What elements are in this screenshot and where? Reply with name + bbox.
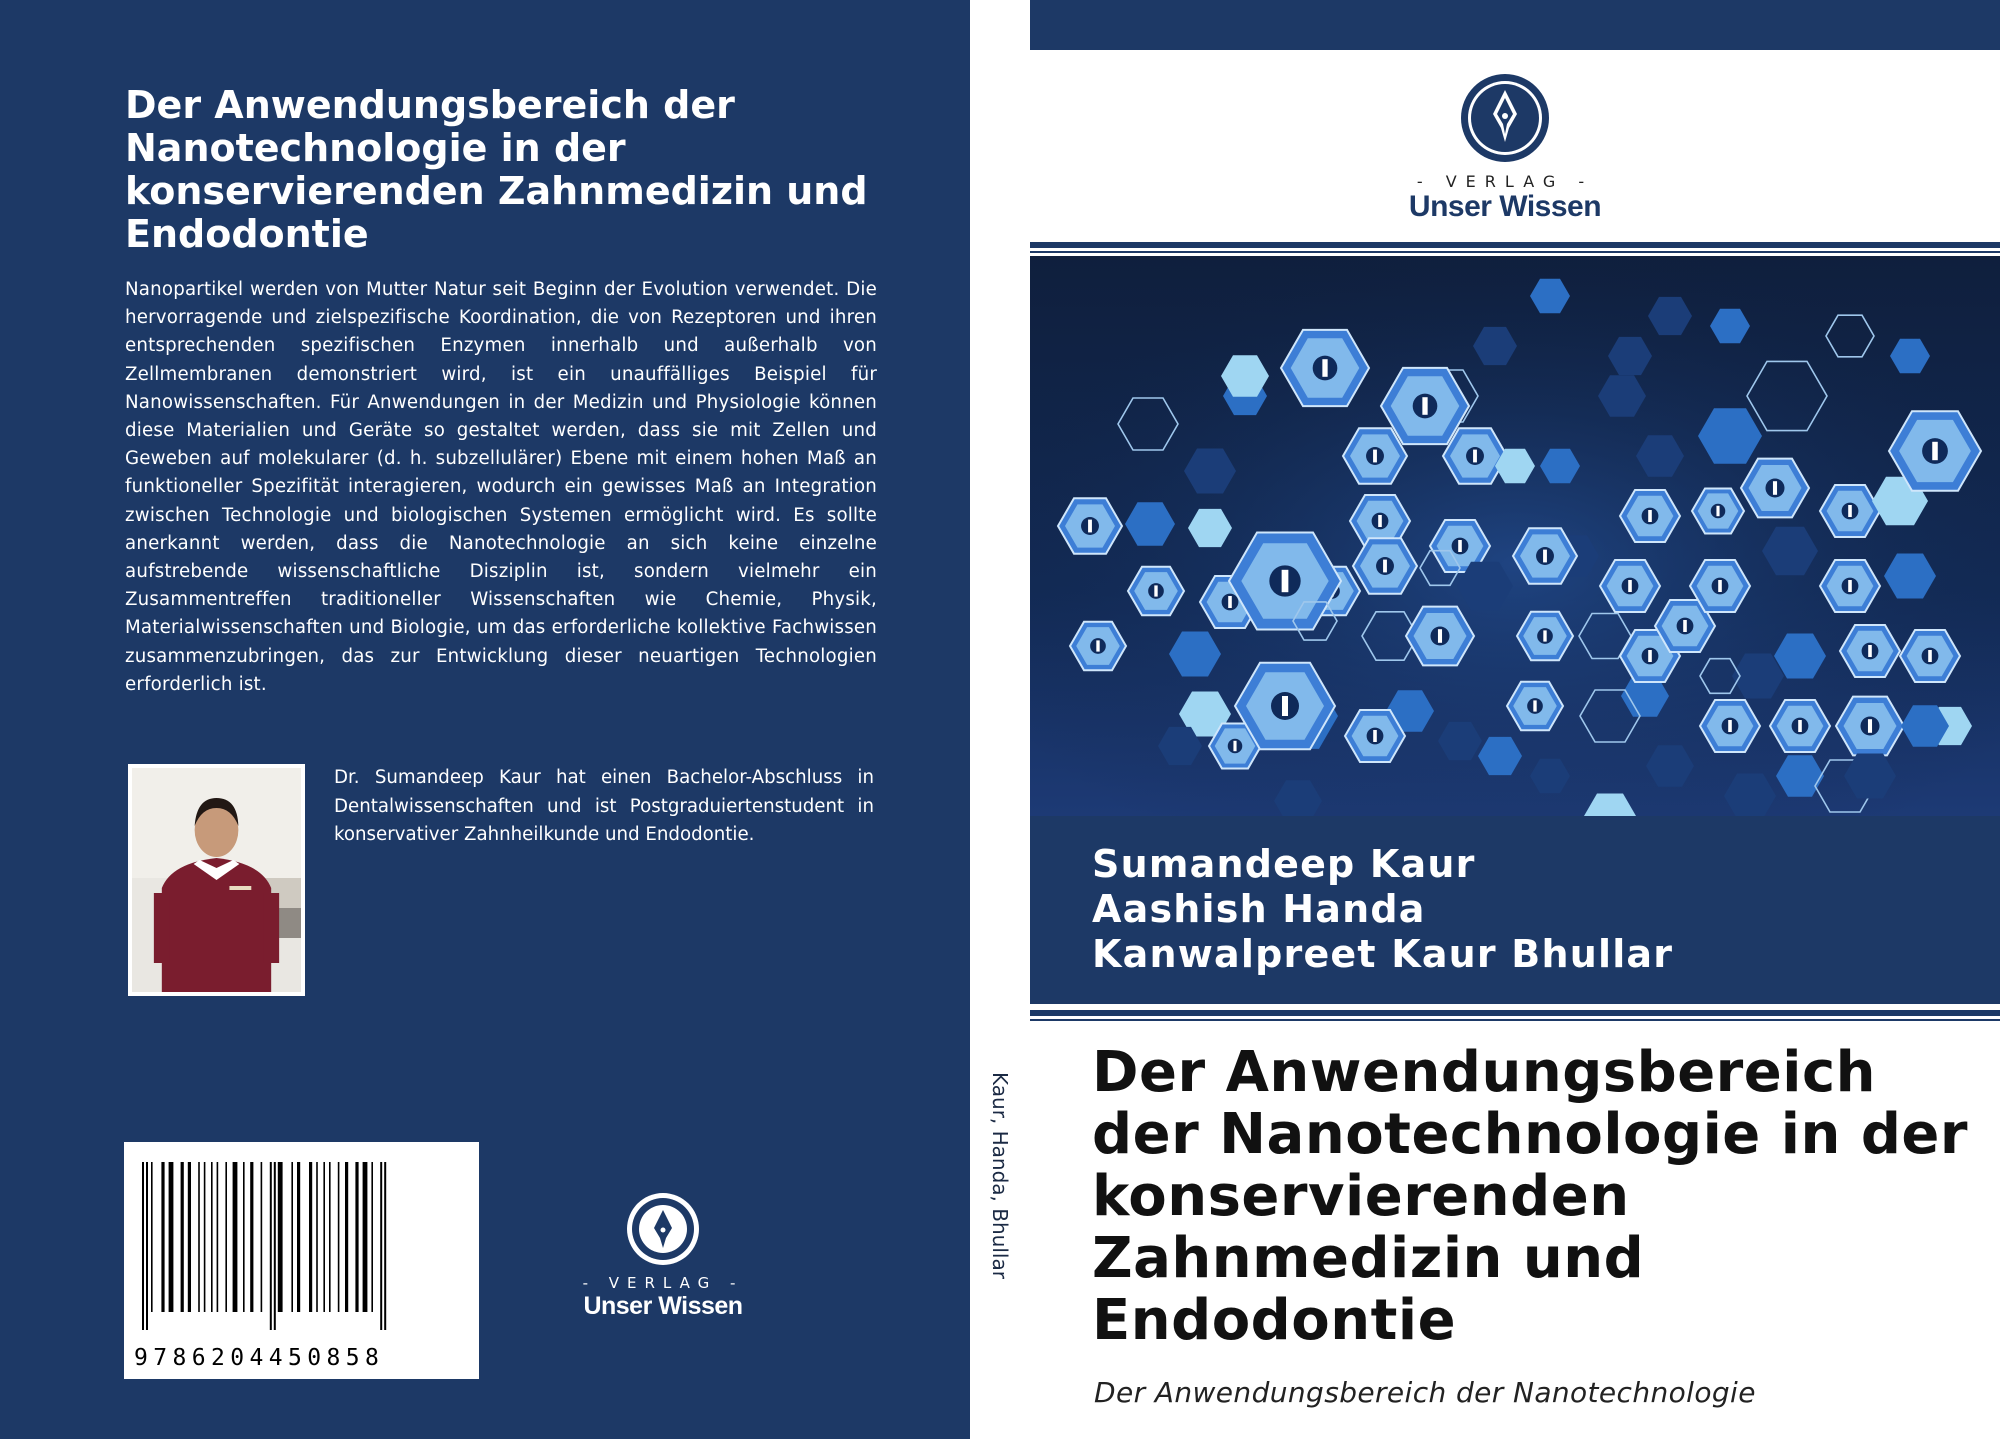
- author-name: Sumandeep Kaur: [1092, 842, 1476, 886]
- front-cover-title: Der Anwendungsbereich der Nanotechnologie in der konservierenden Zahnmedizin und Endodontie: [1092, 1040, 1968, 1353]
- author-photo: [128, 764, 305, 996]
- publisher-verlag-label: - VERLAG -: [582, 1274, 744, 1292]
- divider-top-thick: [1030, 242, 2000, 248]
- author-bio: Dr. Sumandeep Kaur hat einen Bachelor-Abschluss in Dentalwissenschaften und ist Postgraduiertenstudent in konservativer Zahnheilkunde und Endodontie.: [334, 767, 874, 845]
- author-list: [1092, 842, 1673, 977]
- publisher-name: Unser Wissen: [583, 1292, 743, 1320]
- authors-band: [1030, 816, 2000, 1004]
- cover-illustration: [1030, 256, 2000, 816]
- publisher-logo-back: [568, 1190, 758, 1320]
- author-name: Aashish Handa: [1092, 887, 1426, 931]
- divider-bottom-thin: [1030, 1019, 2000, 1021]
- spine-authors: Kaur, Handa, Bhullar: [988, 1072, 1012, 1279]
- back-cover-title: Der Anwendungsbereich der Nanotechnologie in der konservierenden Zahnmedizin und Endodontie: [125, 83, 868, 256]
- front-cover-subtitle: Der Anwendungsbereich der Nanotechnologie: [1094, 1376, 1756, 1409]
- isbn-barcode: [124, 1142, 479, 1379]
- divider-bottom-thick: [1030, 1010, 2000, 1016]
- publisher-seal-icon: [1459, 72, 1551, 164]
- back-cover: [0, 0, 970, 1439]
- publisher-name: Unser Wissen: [1408, 190, 1602, 223]
- top-band: [1030, 0, 2000, 50]
- book-description: Nanopartikel werden von Mutter Natur seit Beginn der Evolution verwendet. Die hervorragende und zielspezifische Koordination, die von Rezeptoren und ihren entsprechenden spezifischen Enzymen innerhalb und außerhalb von Zellmembranen demonstriert wird, ist ein unauffälliges Beispiel für Nanowissenschaften. Für Anwendungen in der Medizin und Physiologie können diese Materialien und Geräte so gestaltet werden, dass sie mit Zellen und Geweben auf molekularer (d. h. subzellulärer) Ebene mit einem hohen Maß an funktioneller Spezifität interagieren, wodurch ein gewisses Maß an Integration zwischen Technologie und biologischen Systemen ermöglicht wird. Es sollte anerkannt werden, dass die Nanotechnologie an sich keine einzelne aufstrebende wissenschaftliche Disziplin ist, sondern vielmehr ein Zusammentreffen traditioneller Wissenschaften wie Chemie, Physik, Materialwissenschaften und Biologie, um das erforderliche kollektive Fachwissen zusammenzubringen, das zur Entwicklung dieser neuartigen Technologien erforderlich ist.: [125, 279, 877, 695]
- author-name: Kanwalpreet Kaur Bhullar: [1092, 932, 1674, 976]
- front-cover: [1030, 0, 2000, 1439]
- publisher-logo-front: [1390, 72, 1620, 223]
- publisher-verlag-label: - VERLAG -: [1416, 172, 1594, 191]
- isbn-digits: 9786204450858: [134, 1345, 385, 1371]
- spine: [970, 0, 1030, 1439]
- publisher-seal-icon: [624, 1190, 702, 1268]
- divider-top-thin: [1030, 251, 2000, 253]
